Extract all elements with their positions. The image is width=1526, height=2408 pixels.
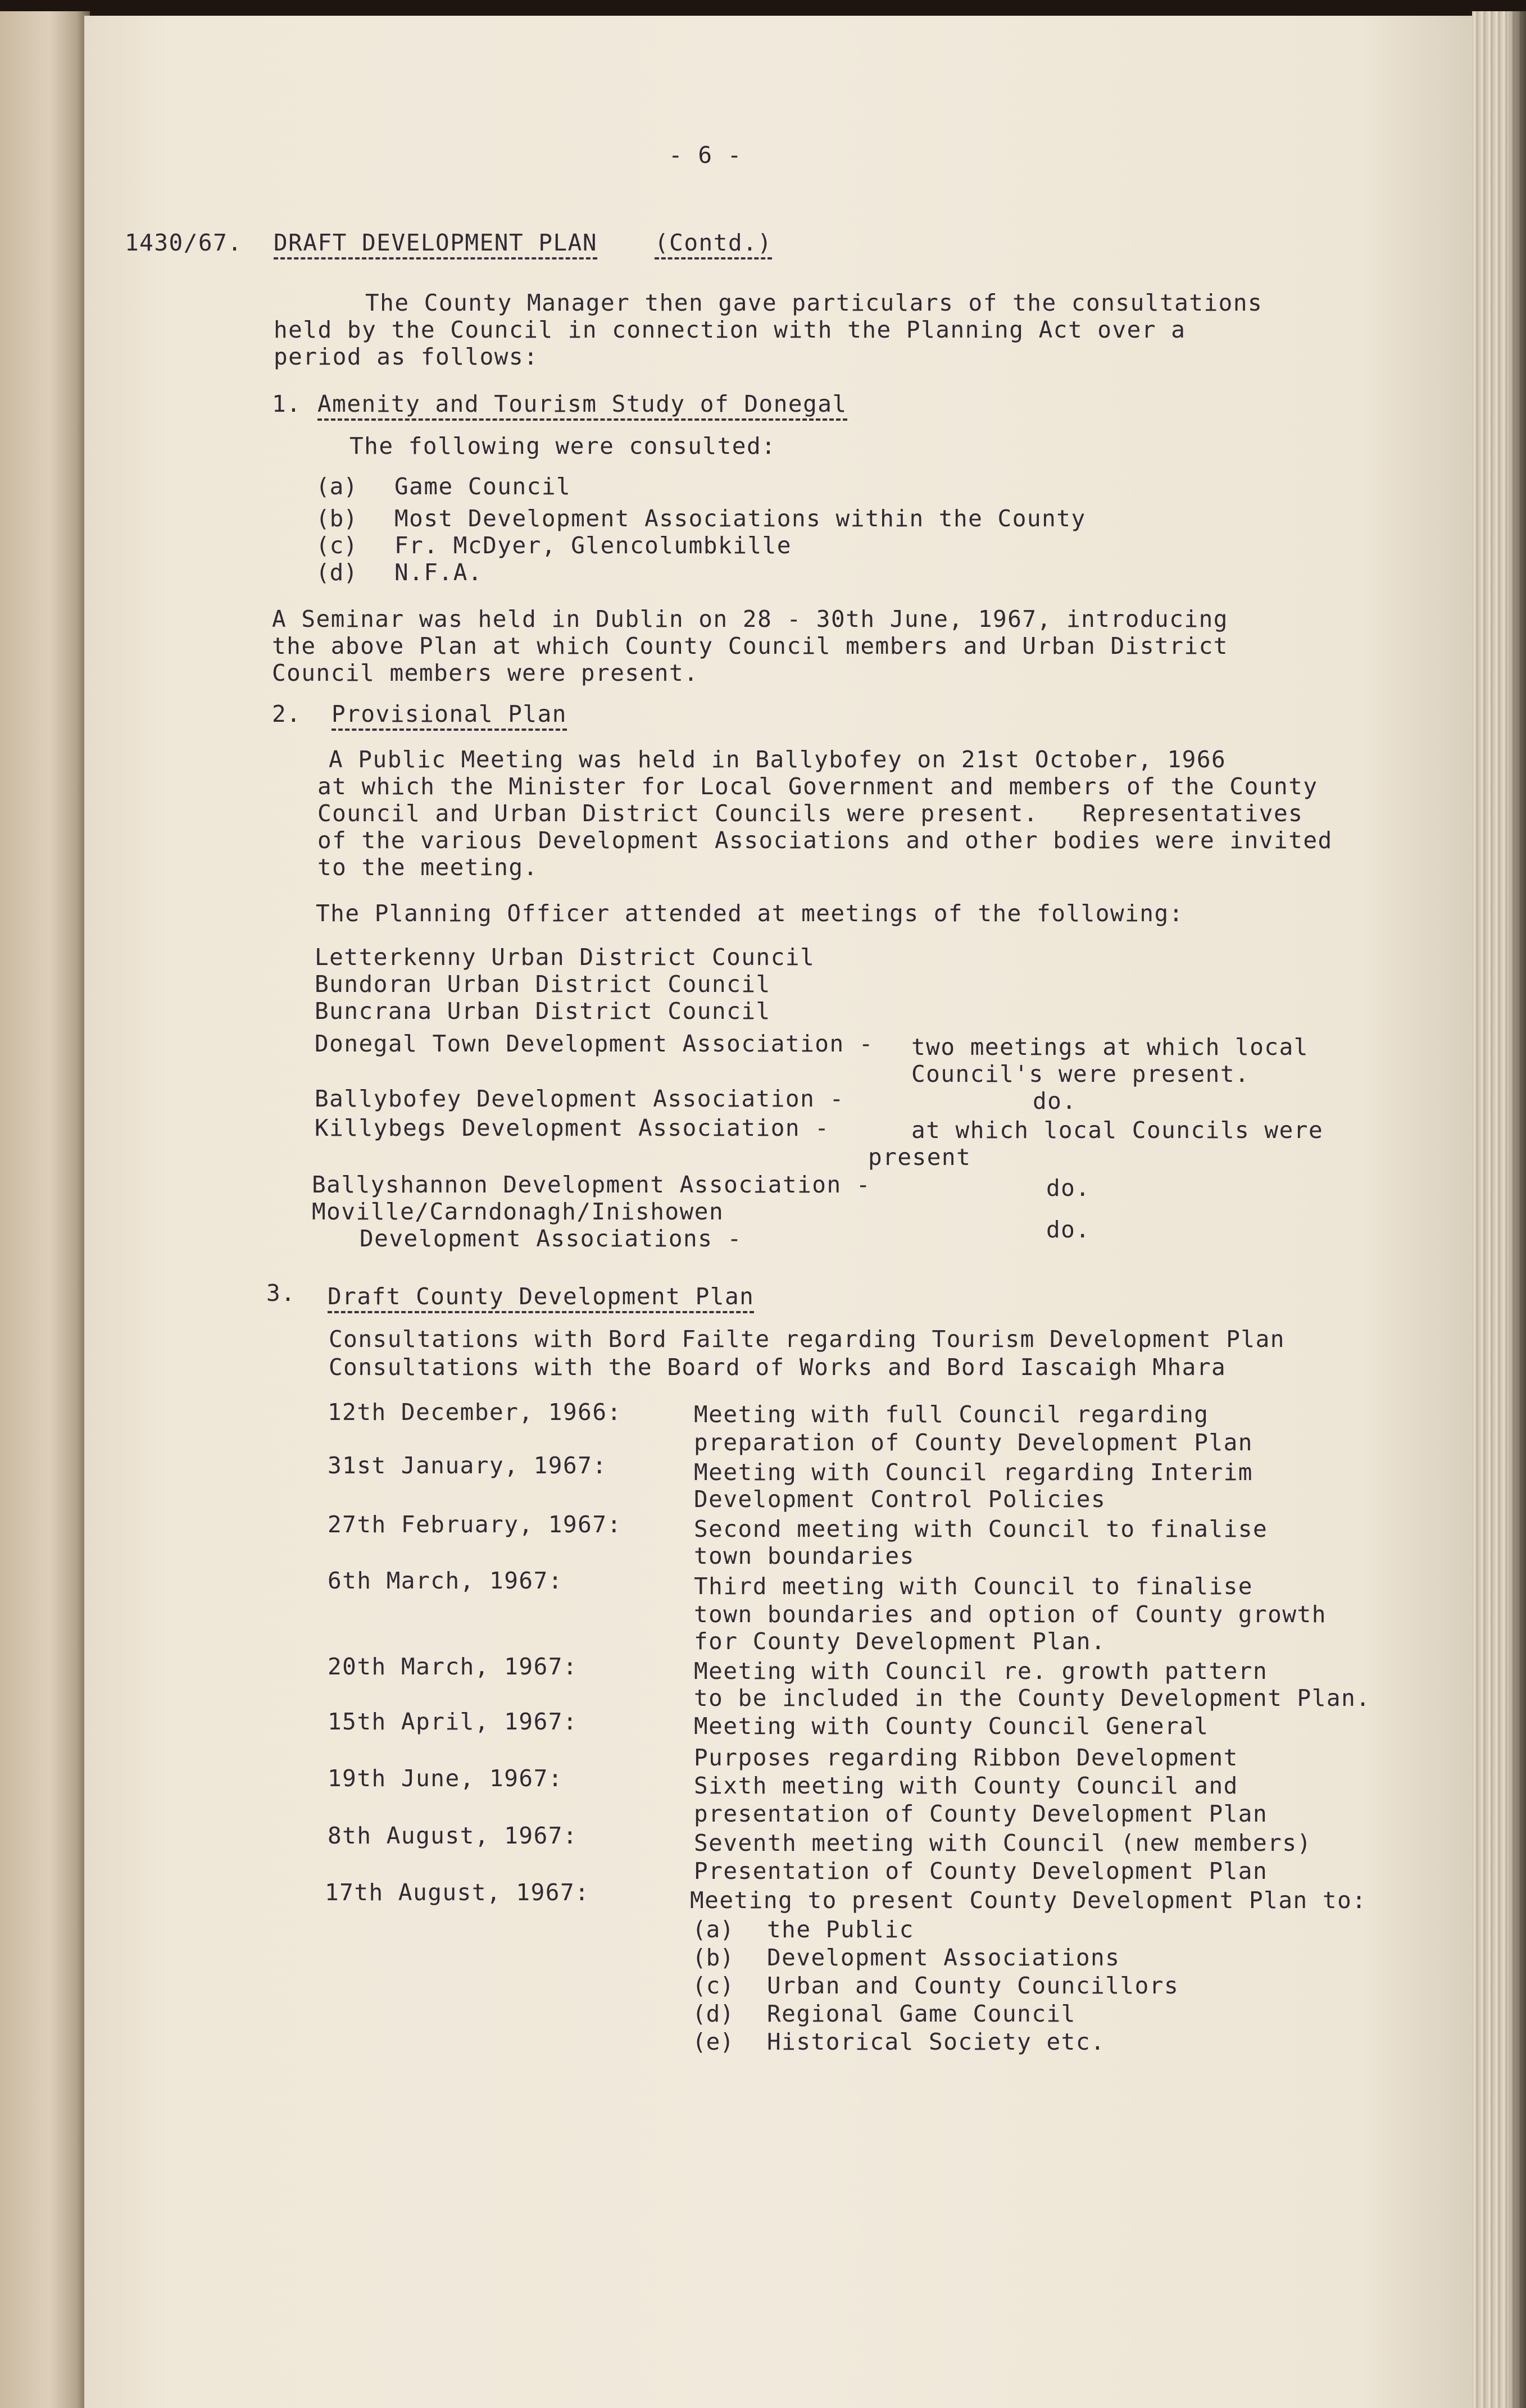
meeting-desc: for County Development Plan. [694, 1628, 1106, 1655]
seminar-line: Council members were present. [272, 659, 699, 686]
meeting-line: Council and Urban District Councils were present. Representatives [317, 800, 1304, 827]
meeting-line: A Public Meeting was held in Ballybofey on 21st October, 1966 [329, 746, 1227, 773]
meeting-date: 8th August, 1967: [328, 1822, 578, 1849]
meeting-desc: Seventh meeting with Council (new members) [694, 1829, 1312, 1856]
seminar-line: A Seminar was held in Dublin on 28 - 30th June, 1967, introducing [272, 606, 1228, 632]
meeting-date: 19th June, 1967: [328, 1765, 563, 1792]
meeting-desc: preparation of County Development Plan [694, 1429, 1253, 1456]
planning-officer-lead: The Planning Officer attended at meetings of the following: [316, 900, 1184, 927]
section-2-title: Provisional Plan [331, 700, 567, 731]
section-3-title: Draft County Development Plan [328, 1283, 754, 1313]
consultation-line: Consultations with Bord Failte regarding Tourism Development Plan [329, 1326, 1285, 1353]
list-item: Development Associations [767, 1944, 1120, 1971]
meeting-date: 31st January, 1967: [328, 1452, 607, 1479]
meeting-line: to the meeting. [317, 854, 538, 881]
page-stack-shadow [1509, 11, 1526, 2408]
ditto-mark: do. [1046, 1175, 1091, 1201]
meeting-desc: Purposes regarding Ribbon Development [694, 1744, 1238, 1771]
ditto-mark: do. [1046, 1216, 1091, 1243]
body-name: Ballybofey Development Association - [315, 1085, 844, 1112]
list-item: Game Council [394, 473, 571, 500]
body-note: Council's were present. [911, 1060, 1250, 1087]
meeting-date: 15th April, 1967: [328, 1708, 578, 1735]
body-name: Ballyshannon Development Association - [312, 1171, 871, 1198]
body-name: Donegal Town Development Association - [315, 1030, 874, 1057]
body-name: Letterkenny Urban District Council [315, 944, 815, 971]
list-label: (a) [692, 1916, 734, 1943]
body-name: Bundoran Urban District Council [315, 971, 771, 998]
body-note: at which local Councils were [911, 1117, 1324, 1144]
meeting-desc: Meeting to present County Development Plan to: [690, 1887, 1367, 1914]
meeting-desc: Meeting with County Council General [694, 1713, 1209, 1740]
meeting-date: 6th March, 1967: [328, 1567, 563, 1594]
section-1-lead: The following were consulted: [349, 433, 776, 459]
meeting-desc: to be included in the County Development Plan. [694, 1685, 1371, 1711]
list-label: (c) [692, 1972, 734, 1999]
meeting-desc: Sixth meeting with County Council and [694, 1772, 1238, 1799]
body-name: Killybegs Development Association - [315, 1114, 830, 1141]
intro-line: held by the Council in connection with the Planning Act over a [274, 316, 1186, 343]
intro-line: The County Manager then gave particulars of the consultations [365, 289, 1263, 316]
consultation-line: Consultations with the Board of Works and Bord Iascaigh Mhara [329, 1354, 1227, 1381]
ditto-mark: do. [1033, 1087, 1077, 1114]
list-item: Fr. McDyer, Glencolumbkille [394, 532, 792, 559]
section-2-number: 2. [272, 700, 302, 727]
list-item: Regional Game Council [767, 2000, 1076, 2027]
list-label: (b) [316, 505, 358, 532]
meeting-desc: Third meeting with Council to finalise [694, 1573, 1253, 1600]
meeting-desc: Presentation of County Development Plan [694, 1858, 1268, 1884]
list-item: the Public [767, 1916, 914, 1943]
body-note: two meetings at which local [911, 1034, 1309, 1060]
meeting-line: at which the Minister for Local Government and members of the County [317, 773, 1318, 800]
list-label: (c) [316, 532, 358, 559]
binding-gutter [0, 11, 90, 2408]
minute-reference: 1430/67. [125, 229, 243, 256]
meeting-desc: town boundaries [694, 1542, 915, 1569]
meeting-date: 20th March, 1967: [328, 1653, 578, 1680]
meeting-desc: Meeting with Council re. growth pattern [694, 1658, 1268, 1685]
meeting-date: 12th December, 1966: [328, 1399, 622, 1426]
meeting-line: of the various Development Associations and other bodies were invited [317, 827, 1333, 854]
list-item: Most Development Associations within the County [394, 505, 1086, 532]
section-1-title: Amenity and Tourism Study of Donegal [317, 390, 847, 421]
list-label: (e) [692, 2028, 734, 2055]
body-note: present [868, 1144, 971, 1171]
meeting-date: 17th August, 1967: [325, 1879, 590, 1906]
section-1-number: 1. [272, 390, 302, 417]
meeting-desc: Development Control Policies [694, 1486, 1106, 1513]
seminar-line: the above Plan at which County Council members and Urban District [272, 632, 1228, 659]
meeting-desc: Meeting with full Council regarding [694, 1401, 1209, 1428]
meeting-desc: Meeting with Council regarding Interim [694, 1459, 1253, 1486]
list-label: (b) [692, 1944, 734, 1971]
body-name: Moville/Carndonagh/Inishowen [312, 1198, 724, 1225]
intro-line: period as follows: [274, 343, 539, 370]
page-number: - 6 - [669, 142, 742, 169]
body-name: Development Associations - [360, 1225, 742, 1252]
meeting-desc: presentation of County Development Plan [694, 1800, 1268, 1827]
list-item: Historical Society etc. [767, 2028, 1106, 2055]
meeting-desc: Second meeting with Council to finalise [694, 1515, 1268, 1542]
body-name: Buncrana Urban District Council [315, 998, 771, 1025]
section-3-number: 3. [266, 1280, 296, 1307]
meeting-desc: town boundaries and option of County growth [694, 1601, 1327, 1628]
list-item: N.F.A. [394, 559, 483, 586]
heading-title: DRAFT DEVELOPMENT PLAN [274, 229, 597, 260]
heading-contd: (Contd.) [655, 229, 772, 260]
list-label: (d) [316, 559, 358, 586]
list-label: (a) [316, 473, 358, 500]
list-label: (d) [692, 2000, 734, 2027]
meeting-date: 27th February, 1967: [328, 1511, 622, 1538]
list-item: Urban and County Councillors [767, 1972, 1179, 1999]
